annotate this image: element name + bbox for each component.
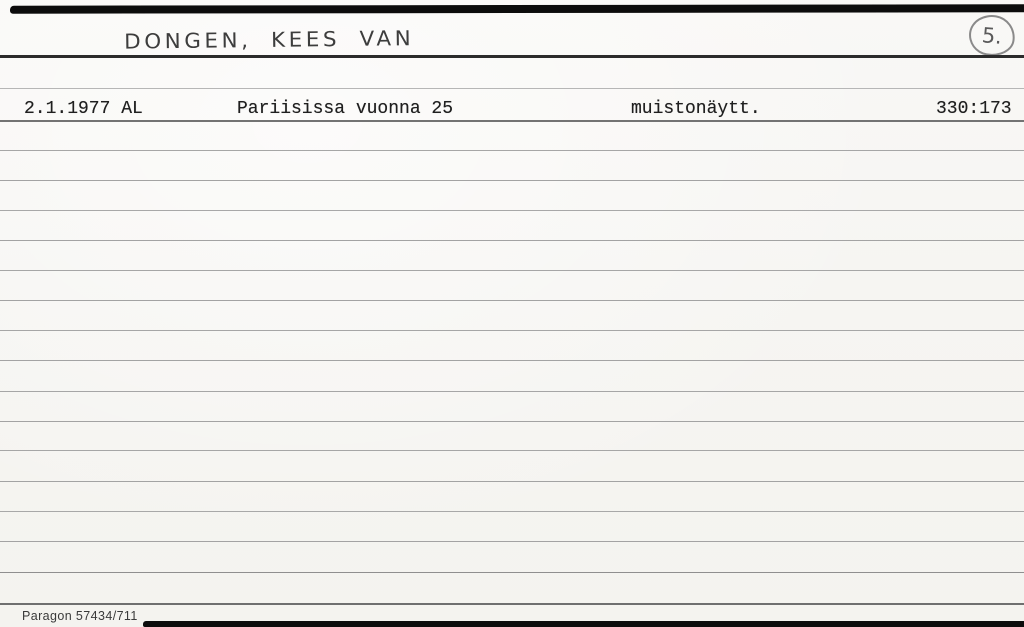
ruled-line: [0, 391, 1024, 392]
entry-reference: 330:173: [936, 99, 1012, 119]
circled-number-value: 5.: [980, 22, 1004, 49]
circled-number-badge: [966, 12, 1018, 60]
entry-title: Pariisissa vuonna 25: [237, 99, 454, 119]
heading-rule: [0, 55, 1024, 58]
ruled-line: [0, 541, 1024, 542]
ruled-line: [0, 572, 1024, 573]
printer-imprint: Paragon 57434/711: [22, 609, 138, 623]
ruled-line: [0, 180, 1024, 181]
ruled-line: [0, 240, 1024, 241]
ruled-line: [0, 450, 1024, 451]
scan-artifact-top-bar: [10, 4, 1024, 13]
ruled-line: [0, 150, 1024, 151]
ruled-line: [0, 300, 1024, 301]
ruled-line: [0, 270, 1024, 271]
ruled-line: [0, 481, 1024, 482]
entry-date: 2.1.1977 AL: [24, 99, 143, 119]
ruled-line: [0, 360, 1024, 361]
ruled-line: [0, 421, 1024, 422]
ruled-line: [0, 120, 1024, 122]
ruled-line: [0, 330, 1024, 331]
ruled-line: [0, 511, 1024, 512]
catalog-entry-row: [0, 99, 1024, 120]
ruled-line: [0, 210, 1024, 211]
scan-artifact-bottom-bar: [143, 621, 1024, 627]
card-heading-handwritten: DONGEN, KEES VAN: [124, 26, 415, 54]
ruled-line: [0, 603, 1024, 605]
entry-note: muistonäytt.: [631, 99, 761, 119]
ruled-line: [0, 88, 1024, 89]
